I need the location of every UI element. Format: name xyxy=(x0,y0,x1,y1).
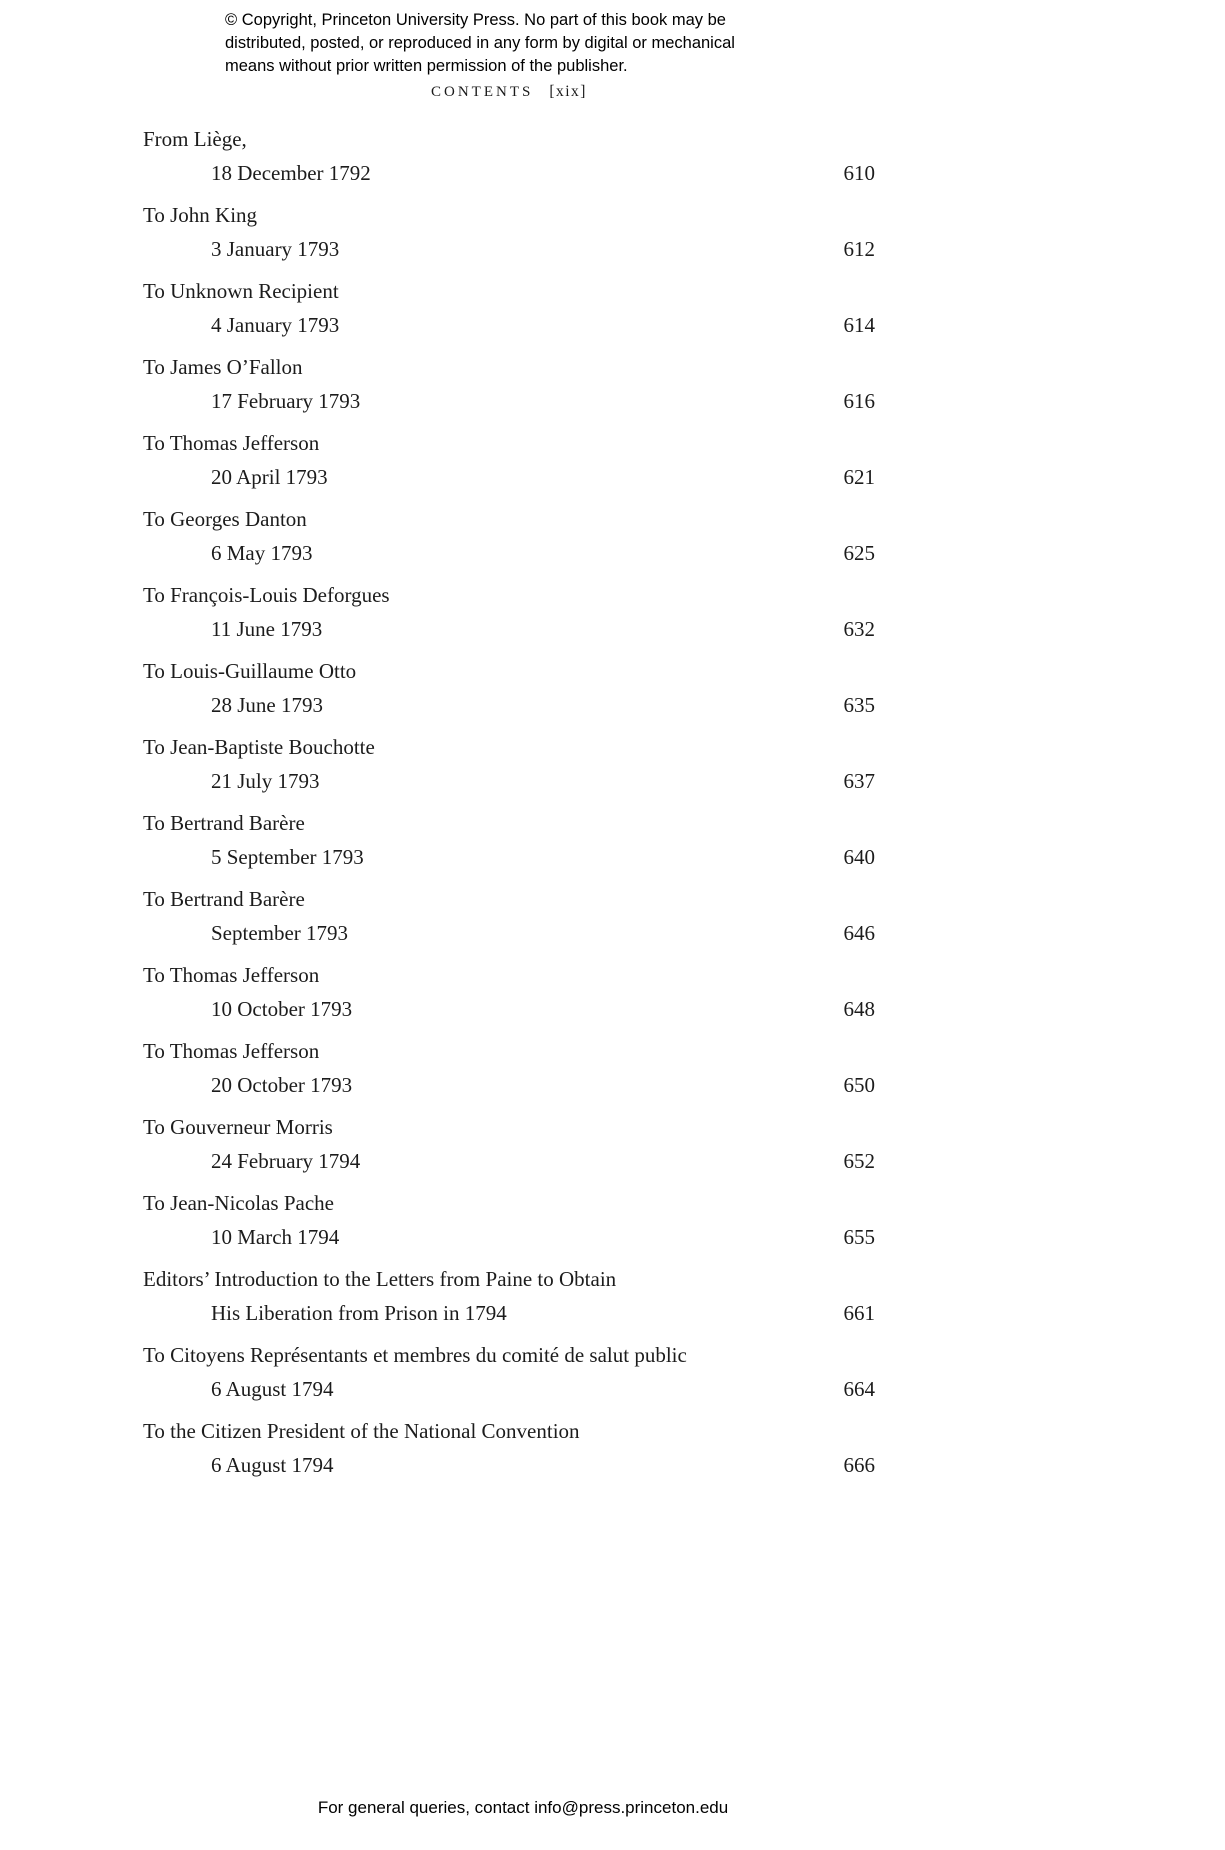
entry-detail-row xyxy=(143,612,875,646)
contents-entry xyxy=(143,1338,875,1406)
entry-title: To Georges Danton xyxy=(143,507,307,531)
entry-subline: 18 December 1792 xyxy=(211,161,371,185)
contents-entry xyxy=(143,1186,875,1254)
entry-title: To Thomas Jefferson xyxy=(143,431,320,455)
contents-header xyxy=(143,83,875,101)
entry-page-number: 655 xyxy=(843,1225,875,1249)
entry-detail-row xyxy=(143,536,875,570)
entry-page-number: 646 xyxy=(843,921,875,945)
entry-subline: 6 August 1794 xyxy=(211,1453,334,1477)
contents-entry xyxy=(143,1414,875,1482)
contents-list xyxy=(143,122,875,1490)
entry-page-number: 661 xyxy=(843,1301,875,1325)
entry-detail-row xyxy=(143,1448,875,1482)
entry-subline: 11 June 1793 xyxy=(211,617,323,641)
contents-entry xyxy=(143,350,875,418)
entry-title: To François-Louis Deforgues xyxy=(143,583,390,607)
entry-title: To Thomas Jefferson xyxy=(143,963,320,987)
entry-detail-row xyxy=(143,764,875,798)
contents-entry xyxy=(143,1034,875,1102)
entry-title: To Jean-Nicolas Pache xyxy=(143,1191,334,1215)
contents-entry xyxy=(143,654,875,722)
entry-title: To Bertrand Barère xyxy=(143,887,305,911)
entry-title: To Citoyens Représentants et membres du comité de salut public xyxy=(143,1343,687,1367)
contents-entry xyxy=(143,1110,875,1178)
entry-title: To Jean-Baptiste Bouchotte xyxy=(143,735,375,759)
contents-entry xyxy=(143,806,875,874)
footer-queries-note: For general queries, contact info@press.princeton.edu xyxy=(317,1798,729,1817)
entry-page-number: 648 xyxy=(843,997,875,1021)
entry-detail-row xyxy=(143,1144,875,1178)
folio-page-label: [xix] xyxy=(549,83,587,100)
entry-page-number: 616 xyxy=(843,389,875,413)
contents-entry xyxy=(143,730,875,798)
entry-detail-row xyxy=(143,1068,875,1102)
entry-detail-row xyxy=(143,232,875,266)
entry-title: Editors’ Introduction to the Letters from Paine to Obtain xyxy=(143,1267,617,1291)
entry-title: To Unknown Recipient xyxy=(143,279,339,303)
entry-title: From Liège, xyxy=(143,127,247,151)
entry-page-number: 666 xyxy=(843,1453,875,1477)
copyright-line: means without prior written permission of the publisher. xyxy=(225,57,628,75)
contents-entry xyxy=(143,502,875,570)
entry-subline: 10 October 1793 xyxy=(211,997,353,1021)
entry-subline: 5 September 1793 xyxy=(211,845,364,869)
entry-title: To Louis-Guillaume Otto xyxy=(143,659,357,683)
entry-subline: 6 May 1793 xyxy=(211,541,313,565)
entry-detail-row xyxy=(143,1220,875,1254)
entry-subline: 24 February 1794 xyxy=(211,1149,361,1173)
entry-page-number: 650 xyxy=(843,1073,875,1097)
entry-page-number: 632 xyxy=(843,617,875,641)
copyright-notice xyxy=(225,9,865,78)
entry-subline: September 1793 xyxy=(211,921,349,945)
entry-page-number: 614 xyxy=(843,313,875,337)
entry-title: To the Citizen President of the National Convention xyxy=(143,1419,580,1443)
contents-entry xyxy=(143,958,875,1026)
contents-entry xyxy=(143,426,875,494)
entry-detail-row xyxy=(143,1372,875,1406)
contents-entry xyxy=(143,274,875,342)
entry-detail-row xyxy=(143,308,875,342)
entry-page-number: 640 xyxy=(843,845,875,869)
entry-detail-row xyxy=(143,1296,875,1330)
entry-detail-row xyxy=(143,688,875,722)
entry-title: To Bertrand Barère xyxy=(143,811,305,835)
entry-subline: 20 April 1793 xyxy=(211,465,328,489)
entry-subline: 28 June 1793 xyxy=(211,693,323,717)
entry-detail-row xyxy=(143,916,875,950)
entry-page-number: 637 xyxy=(843,769,875,793)
entry-title: To James O’Fallon xyxy=(143,355,303,379)
entry-page-number: 612 xyxy=(843,237,875,261)
entry-subline: 17 February 1793 xyxy=(211,389,361,413)
entry-detail-row xyxy=(143,384,875,418)
entry-page-number: 621 xyxy=(843,465,875,489)
entry-page-number: 610 xyxy=(843,161,875,185)
entry-subline: 4 January 1793 xyxy=(211,313,340,337)
copyright-line: © Copyright, Princeton University Press. No part of this book may be xyxy=(225,11,726,29)
entry-page-number: 625 xyxy=(843,541,875,565)
copyright-line: distributed, posted, or reproduced in any form by digital or mechanical xyxy=(225,34,735,52)
entry-page-number: 652 xyxy=(843,1149,875,1173)
contents-entry xyxy=(143,1262,875,1330)
entry-detail-row xyxy=(143,840,875,874)
entry-subline: 6 August 1794 xyxy=(211,1377,334,1401)
entry-subline: His Liberation from Prison in 1794 xyxy=(211,1301,507,1325)
contents-entry xyxy=(143,578,875,646)
entry-title: To John King xyxy=(143,203,258,227)
contents-entry xyxy=(143,882,875,950)
contents-entry xyxy=(143,122,875,190)
entry-detail-row xyxy=(143,156,875,190)
entry-title: To Thomas Jefferson xyxy=(143,1039,320,1063)
contents-entry xyxy=(143,198,875,266)
entry-title: To Gouverneur Morris xyxy=(143,1115,333,1139)
entry-subline: 21 July 1793 xyxy=(211,769,320,793)
entry-detail-row xyxy=(143,460,875,494)
contents-title: CONTENTS xyxy=(431,84,534,100)
entry-page-number: 635 xyxy=(843,693,875,717)
entry-subline: 20 October 1793 xyxy=(211,1073,353,1097)
entry-subline: 3 January 1793 xyxy=(211,237,340,261)
entry-detail-row xyxy=(143,992,875,1026)
entry-subline: 10 March 1794 xyxy=(211,1225,340,1249)
entry-page-number: 664 xyxy=(843,1377,875,1401)
